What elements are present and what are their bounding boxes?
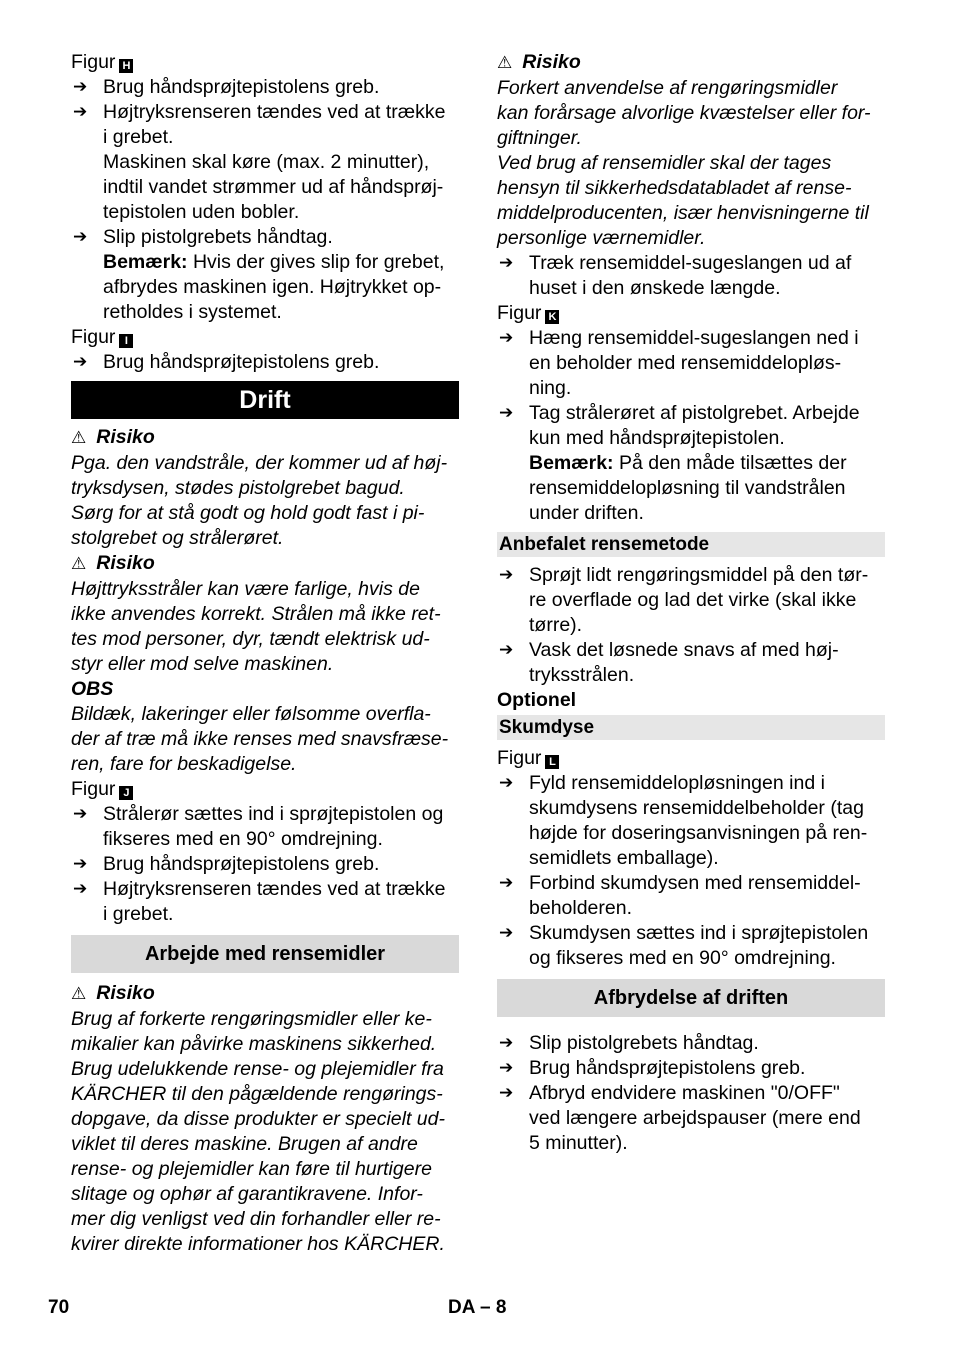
step-cont: i grebet. xyxy=(103,903,174,925)
step: ➔ Tag strålerøret af pistolgrebet. Arbejde xyxy=(497,401,885,426)
figure-label: Figur xyxy=(497,302,542,324)
step-cont: en beholder med rensemiddelopløs- xyxy=(529,352,842,374)
step: ➔ Sprøjt lidt rengøringsmiddel på den tør- xyxy=(497,563,885,588)
warning-title: ⚠ Risiko xyxy=(497,51,581,73)
warning-text: mikalier kan påvirke maskinens sikkerhed. xyxy=(71,1033,437,1055)
warning-title: ⚠ Risiko xyxy=(71,982,155,1004)
warning-text: tryksdysen, stødes pistolgrebet bagud. xyxy=(71,477,405,499)
warning-text: Sørg for at stå godt og hold godt fast i pi- xyxy=(71,502,425,524)
warning-text: ikke anvendes korrekt. Strålen må ikke ret- xyxy=(71,603,441,625)
figure-ref xyxy=(71,325,459,350)
step: ➔ Brug håndsprøjtepistolens greb. xyxy=(71,852,459,877)
warning-icon: ⚠ xyxy=(71,554,87,574)
figure-j-icon: J xyxy=(119,786,133,800)
step-cont: ning. xyxy=(529,377,572,399)
note-cont: rensemiddelopløsning til vandstrålen xyxy=(529,477,846,499)
note-cont: afbrydes maskinen igen. Højtrykket op- xyxy=(103,276,442,298)
obs-text: der af træ må ikke renses med snavsfræse- xyxy=(71,728,449,750)
note xyxy=(71,250,459,275)
step: ➔ Fyld rensemiddelopløsningen ind i xyxy=(497,771,885,796)
step-cont: huset i den ønskede længde. xyxy=(529,277,781,299)
obs-text: Bildæk, lakeringer eller følsomme overfla- xyxy=(71,703,431,725)
step-cont: Maskinen skal køre (max. 2 minutter), xyxy=(103,151,430,173)
warning-text: viklet til deres maskine. Brugen af andre xyxy=(71,1133,418,1155)
warning-text: mer dig venligst ved din forhandler eller re- xyxy=(71,1208,441,1230)
warning-text: Brug udelukkende rense- og plejemidler fra xyxy=(71,1058,444,1080)
warning-text: Højttryksstråler kan være farlige, hvis de xyxy=(71,578,420,600)
step-cont: re overflade og lad det virke (skal ikke xyxy=(529,589,857,611)
figure-i-icon: I xyxy=(119,334,133,348)
step-cont: fikseres med en 90° omdrejning. xyxy=(103,828,383,850)
warning-text: tes mod personer, dyr, tændt elektrisk ud- xyxy=(71,628,430,650)
warning-text: Forkert anvendelse af rengøringsmidler xyxy=(497,77,838,99)
warning-text: Brug af forkerte rengøringsmidler eller ke- xyxy=(71,1008,432,1030)
note-label: Bemærk: xyxy=(103,251,188,273)
step: ➔ Vask det løsnede snavs af med høj- xyxy=(497,638,885,663)
note xyxy=(497,451,885,476)
right-column xyxy=(497,50,885,1156)
step: ➔ Højtryksrenseren tændes ved at trække xyxy=(71,100,459,125)
step: ➔ Strålerør sættes ind i sprøjtepistolen og xyxy=(71,802,459,827)
figure-ref xyxy=(71,50,459,75)
warning-text: slitage og ophør af garantikravene. Infor- xyxy=(71,1183,423,1205)
step-cont: tørre). xyxy=(529,614,583,636)
step: ➔ Brug håndsprøjtepistolens greb. xyxy=(71,350,459,375)
page-number: 70 xyxy=(48,1297,70,1318)
warning-text: Ved brug af rensemidler skal der tages xyxy=(497,152,832,174)
step: ➔ Hæng rensemiddel-sugeslangen ned i xyxy=(497,326,885,351)
step-cont: og fikseres med en 90° omdrejning. xyxy=(529,947,836,969)
step: ➔ Træk rensemiddel-sugeslangen ud af xyxy=(497,251,885,276)
figure-h-icon: H xyxy=(119,59,133,73)
note-cont: under driften. xyxy=(529,502,644,524)
step-cont: kun med håndsprøjtepistolen. xyxy=(529,427,785,449)
warning-text: kvirer direkte informationer hos KÄRCHER. xyxy=(71,1233,445,1255)
warning-icon: ⚠ xyxy=(497,53,513,73)
warning-text: dopgave, da disse produkter er specielt ud- xyxy=(71,1108,445,1130)
step: ➔ Skumdysen sættes ind i sprøjtepistolen xyxy=(497,921,885,946)
warning-text: styr eller mod selve maskinen. xyxy=(71,653,334,675)
figure-ref xyxy=(497,301,885,326)
step-cont: tepistolen uden bobler. xyxy=(103,201,300,223)
subheading-anbefalet: Anbefalet rensemetode xyxy=(497,532,885,557)
section-heading-rensemidler: Arbejde med rensemidler xyxy=(71,935,459,973)
warning-title: ⚠ Risiko xyxy=(71,426,155,448)
step-cont: i grebet. xyxy=(103,126,174,148)
warning-text: rense- og plejemidler kan føre til hurtigere xyxy=(71,1158,432,1180)
figure-label: Figur xyxy=(71,326,116,348)
step: ➔ Brug håndsprøjtepistolens greb. xyxy=(71,75,459,100)
step: ➔ Forbind skumdysen med rensemiddel- xyxy=(497,871,885,896)
step-cont: beholderen. xyxy=(529,897,633,919)
left-column xyxy=(71,50,459,1257)
step: ➔ Afbryd endvidere maskinen "0/OFF" xyxy=(497,1081,885,1106)
step-cont: tryksstrålen. xyxy=(529,664,635,686)
figure-label: Figur xyxy=(497,747,542,769)
section-heading-afbrydelse: Afbrydelse af driften xyxy=(497,979,885,1017)
section-footer: DA – 8 xyxy=(448,1297,507,1318)
obs-title: OBS xyxy=(71,678,114,700)
section-heading-drift: Drift xyxy=(71,381,459,419)
warning-text: kan forårsage alvorlige kvæstelser eller for- xyxy=(497,102,871,124)
step-cont: indtil vandet strømmer ud af håndsprøj- xyxy=(103,176,444,198)
note-text: På den måde tilsættes der xyxy=(618,452,847,474)
figure-k-icon: K xyxy=(545,310,559,324)
step: ➔ Højtryksrenseren tændes ved at trække xyxy=(71,877,459,902)
warning-text: KÄRCHER til den pågældende rengørings- xyxy=(71,1083,443,1105)
step-cont: skumdysens rensemiddelbeholder (tag xyxy=(529,797,864,819)
warning-text: stolgrebet og strålerøret. xyxy=(71,527,284,549)
warning-icon: ⚠ xyxy=(71,984,87,1004)
figure-ref xyxy=(497,746,885,771)
note-cont: retholdes i systemet. xyxy=(103,301,282,323)
warning-title: ⚠ Risiko xyxy=(71,552,155,574)
figure-label: Figur xyxy=(71,778,116,800)
warning-text: middelproducenten, især henvisningerne til xyxy=(497,202,869,224)
subheading-skumdyse: Skumdyse xyxy=(497,715,885,740)
figure-label: Figur xyxy=(71,51,116,73)
warning-text: Pga. den vandstråle, der kommer ud af høj- xyxy=(71,452,448,474)
step-cont: højde for doseringsanvisningen på ren- xyxy=(529,822,868,844)
step-cont: ved længere arbejdspauser (mere end xyxy=(529,1107,861,1129)
obs-text: ren, fare for beskadigelse. xyxy=(71,753,297,775)
warning-icon: ⚠ xyxy=(71,428,87,448)
optionel-label: Optionel xyxy=(497,689,577,711)
step: ➔ Slip pistolgrebets håndtag. xyxy=(71,225,459,250)
note-label: Bemærk: xyxy=(529,452,614,474)
warning-text: giftninger. xyxy=(497,127,582,149)
note-text: Hvis der gives slip for grebet, xyxy=(192,251,445,273)
warning-text: personlige værnemidler. xyxy=(497,227,706,249)
step-cont: semidlets emballage). xyxy=(529,847,719,869)
warning-text: hensyn til sikkerhedsdatabladet af rense- xyxy=(497,177,852,199)
step-cont: 5 minutter). xyxy=(529,1132,628,1154)
figure-ref xyxy=(71,777,459,802)
figure-l-icon: L xyxy=(545,755,559,769)
step: ➔ Brug håndsprøjtepistolens greb. xyxy=(497,1056,885,1081)
step: ➔ Slip pistolgrebets håndtag. xyxy=(497,1031,885,1056)
